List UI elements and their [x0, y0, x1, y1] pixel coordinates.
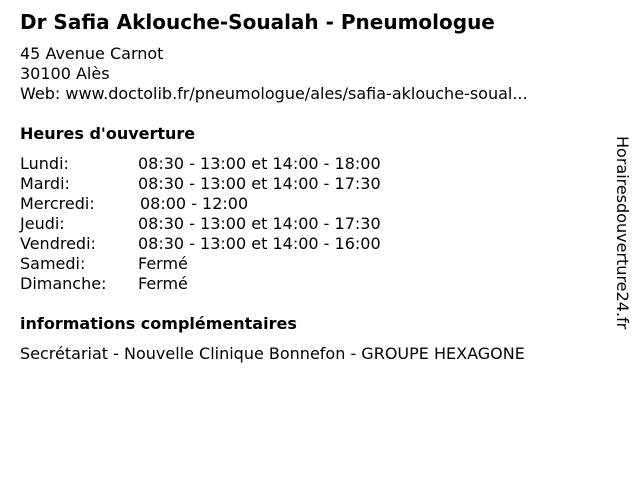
day-label: Jeudi:: [20, 214, 65, 233]
watermark-text: Horairesdouverture24.fr: [613, 136, 632, 330]
day-label: Lundi:: [20, 154, 69, 173]
page-title: Dr Safia Aklouche-Soualah - Pneumologue: [20, 10, 495, 34]
time-value: Fermé: [138, 274, 188, 293]
time-value: 08:30 - 13:00 et 14:00 - 17:30: [138, 174, 381, 193]
day-label: Vendredi:: [20, 234, 96, 253]
day-label: Mardi:: [20, 174, 70, 193]
address-block: [20, 44, 528, 104]
time-value: 08:30 - 13:00 et 14:00 - 17:30: [138, 214, 381, 233]
time-value: Fermé: [138, 254, 188, 273]
watermark: [612, 136, 632, 346]
info-text: Secrétariat - Nouvelle Clinique Bonnefon - GROUPE HEXAGONE: [20, 344, 525, 363]
address-web: Web: www.doctolib.fr/pneumologue/ales/safia-aklouche-soual...: [20, 84, 528, 103]
day-label: Dimanche:: [20, 274, 107, 293]
info-heading: informations complémentaires: [20, 314, 297, 333]
time-value: 08:30 - 13:00 et 14:00 - 16:00: [138, 234, 381, 253]
hours-heading: Heures d'ouverture: [20, 124, 196, 143]
address-city: 30100 Alès: [20, 64, 110, 83]
day-label: Samedi:: [20, 254, 86, 273]
day-label: Mercredi:: [20, 194, 95, 213]
time-value: 08:00 - 12:00: [140, 194, 249, 213]
address-street: 45 Avenue Carnot: [20, 44, 164, 63]
time-value: 08:30 - 13:00 et 14:00 - 18:00: [138, 154, 381, 173]
